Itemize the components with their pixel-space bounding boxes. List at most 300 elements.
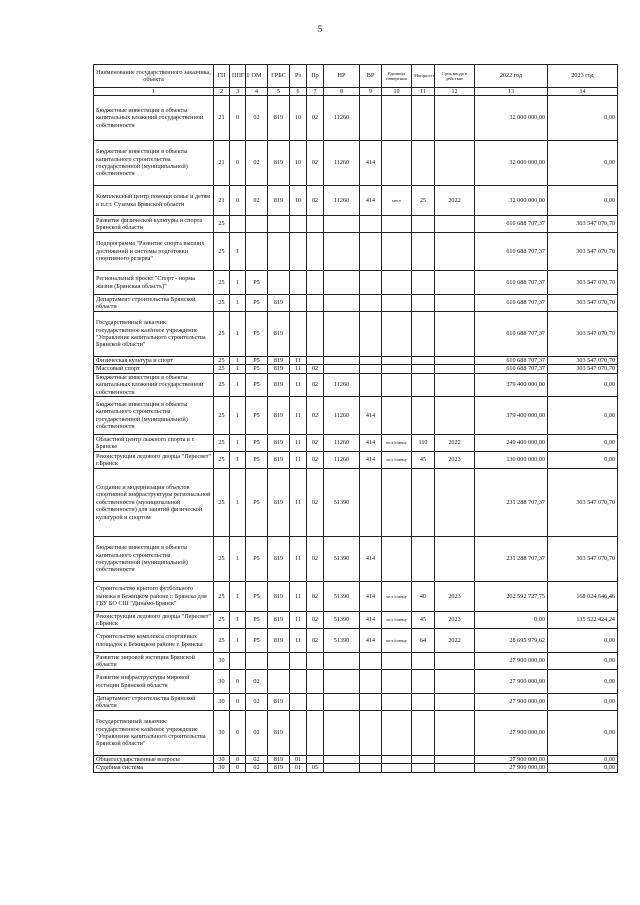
row-nr — [324, 233, 360, 271]
row-year — [435, 653, 475, 670]
row-amount-2023: 168 024 646,46 — [548, 582, 618, 612]
row-unit — [382, 694, 412, 711]
row-vr — [360, 96, 382, 141]
row-unit — [382, 653, 412, 670]
table-row — [94, 694, 618, 711]
row-ppgp: 0 — [230, 694, 246, 711]
row-ppgp: 0 — [230, 141, 246, 186]
row-pr — [307, 216, 324, 233]
row-gp: 30 — [214, 764, 230, 772]
row-pr: 02 — [307, 469, 324, 537]
row-unit — [382, 357, 412, 365]
row-name: Подпрограмма "Развитие спорта высших достижений и системы подготовки спортивного резерва" — [94, 233, 214, 271]
row-vr: 414 — [360, 452, 382, 469]
row-year — [435, 357, 475, 365]
row-nr: 11260 — [324, 452, 360, 469]
row-gp: 21 — [214, 141, 230, 186]
row-amount-2023: 135 522 424,24 — [548, 612, 618, 629]
row-vr: 414 — [360, 629, 382, 653]
row-vr — [360, 694, 382, 711]
row-om: 02 — [246, 764, 268, 772]
row-capacity — [412, 469, 435, 537]
row-gp: 25 — [214, 271, 230, 295]
row-grbs: 819 — [268, 365, 290, 373]
row-vr: 414 — [360, 397, 382, 435]
row-unit — [382, 233, 412, 271]
row-rz: 11 — [290, 357, 307, 365]
row-year — [435, 537, 475, 582]
row-amount-2022: 27 900 000,00 — [475, 653, 548, 670]
row-ppgp: 1 — [230, 435, 246, 452]
row-rz: 11 — [290, 435, 307, 452]
row-grbs: 819 — [268, 452, 290, 469]
row-year — [435, 141, 475, 186]
row-pr — [307, 312, 324, 357]
table-row — [94, 469, 618, 537]
row-rz — [290, 711, 307, 756]
row-rz — [290, 271, 307, 295]
row-pr: 02 — [307, 141, 324, 186]
row-nr — [324, 357, 360, 365]
col-header-capacity: Мощность — [412, 65, 435, 88]
row-om — [246, 233, 268, 271]
row-name: Государственный заказчик: государственное казённое учреждение "Управление капитального строительства Брянской области" — [94, 711, 214, 756]
row-ppgp: 1 — [230, 271, 246, 295]
row-amount-2023: 303 547 070,70 — [548, 537, 618, 582]
row-om: 02 — [246, 96, 268, 141]
row-amount-2022: 32 000 000,00 — [475, 186, 548, 216]
row-om: P5 — [246, 373, 268, 396]
col-number: 9 — [360, 88, 382, 96]
row-capacity — [412, 357, 435, 365]
row-vr — [360, 756, 382, 764]
row-unit — [382, 469, 412, 537]
row-ppgp: 1 — [230, 397, 246, 435]
row-gp: 21 — [214, 96, 230, 141]
table-row — [94, 365, 618, 373]
row-nr — [324, 694, 360, 711]
row-grbs: 819 — [268, 96, 290, 141]
row-grbs — [268, 670, 290, 694]
col-number: 8 — [324, 88, 360, 96]
row-om: P5 — [246, 582, 268, 612]
row-rz: 01 — [290, 764, 307, 772]
row-amount-2022: 32 000 000,00 — [475, 96, 548, 141]
row-name: Развитие мировой юстиции Брянской области — [94, 653, 214, 670]
row-ppgp: 0 — [230, 96, 246, 141]
row-capacity: 40 — [412, 582, 435, 612]
row-unit — [382, 365, 412, 373]
row-amount-2023: 0,00 — [548, 711, 618, 756]
row-ppgp: 1 — [230, 537, 246, 582]
row-name: Комплексный центр помощи семье и детям в п.г.т. Суземка Брянской области — [94, 186, 214, 216]
row-om: P5 — [246, 295, 268, 312]
row-pr — [307, 694, 324, 711]
table-row — [94, 764, 618, 772]
row-unit: чел./смену — [382, 629, 412, 653]
row-unit: мест — [382, 186, 412, 216]
col-header-commission-year: Срок ввода в действие — [435, 65, 475, 88]
row-ppgp: 0 — [230, 670, 246, 694]
row-name: Общегосударственные вопросы — [94, 756, 214, 764]
row-name: Развитие инфраструктуры мировой юстиции Брянской области — [94, 670, 214, 694]
table-row — [94, 582, 618, 612]
row-amount-2023: 0,00 — [548, 141, 618, 186]
row-rz: 10 — [290, 141, 307, 186]
col-number: 1 — [94, 88, 214, 96]
col-number: 3 — [230, 88, 246, 96]
row-pr: 02 — [307, 629, 324, 653]
table-row — [94, 141, 618, 186]
row-year — [435, 271, 475, 295]
table-row — [94, 670, 618, 694]
row-vr: 414 — [360, 435, 382, 452]
row-capacity — [412, 233, 435, 271]
row-grbs: 819 — [268, 711, 290, 756]
row-amount-2023: 0,00 — [548, 397, 618, 435]
row-ppgp: 1 — [230, 612, 246, 629]
row-rz: 11 — [290, 452, 307, 469]
row-pr: 02 — [307, 452, 324, 469]
row-name: Бюджетные инвестиции в объекты капитальных вложений государственной собственности — [94, 96, 214, 141]
col-number: 7 — [307, 88, 324, 96]
row-year: 2022 — [435, 629, 475, 653]
row-pr: 02 — [307, 435, 324, 452]
row-year — [435, 295, 475, 312]
row-vr — [360, 233, 382, 271]
row-capacity: 110 — [412, 435, 435, 452]
row-nr: 11260 — [324, 141, 360, 186]
row-om — [246, 653, 268, 670]
row-unit: чел./смену — [382, 582, 412, 612]
row-unit — [382, 756, 412, 764]
row-amount-2022: 231 288 707,37 — [475, 537, 548, 582]
row-rz: 11 — [290, 629, 307, 653]
row-amount-2023: 303 547 070,70 — [548, 271, 618, 295]
row-gp: 30 — [214, 653, 230, 670]
row-grbs: 819 — [268, 764, 290, 772]
row-gp: 30 — [214, 711, 230, 756]
row-capacity — [412, 96, 435, 141]
table-row — [94, 756, 618, 764]
row-capacity — [412, 711, 435, 756]
row-vr — [360, 764, 382, 772]
row-unit — [382, 141, 412, 186]
row-nr — [324, 312, 360, 357]
row-capacity — [412, 756, 435, 764]
row-year — [435, 764, 475, 772]
row-nr: 51390 — [324, 537, 360, 582]
row-om: 02 — [246, 756, 268, 764]
row-pr: 02 — [307, 537, 324, 582]
row-pr: 02 — [307, 612, 324, 629]
row-om: 02 — [246, 694, 268, 711]
col-header-2023: 2023 год — [548, 65, 618, 88]
row-vr — [360, 295, 382, 312]
row-rz: 10 — [290, 96, 307, 141]
row-pr — [307, 357, 324, 365]
row-amount-2023: 0,00 — [548, 653, 618, 670]
row-capacity: 45 — [412, 612, 435, 629]
col-header-grbs: ГРБС — [268, 65, 290, 88]
row-amount-2022: 28 695 979,62 — [475, 629, 548, 653]
col-header-rz: Рз — [290, 65, 307, 88]
row-nr — [324, 711, 360, 756]
row-amount-2023: 0,00 — [548, 756, 618, 764]
row-gp: 25 — [214, 537, 230, 582]
page-number: 5 — [317, 24, 323, 34]
row-capacity — [412, 365, 435, 373]
row-amount-2022: 379 400 000,00 — [475, 397, 548, 435]
row-grbs: 819 — [268, 357, 290, 365]
row-grbs: 819 — [268, 312, 290, 357]
row-ppgp: 0 — [230, 764, 246, 772]
row-amount-2022: 610 688 707,37 — [475, 295, 548, 312]
table-row — [94, 452, 618, 469]
row-gp: 25 — [214, 469, 230, 537]
row-name: Создание и модернизация объектов спортивной инфраструктуры региональной собственности (муниципальной собственности) для занятий физической культурой и спортом — [94, 469, 214, 537]
row-vr — [360, 357, 382, 365]
row-unit: чел./смену — [382, 435, 412, 452]
row-name: Региональный проект "Спорт - норма жизни (Брянская область)" — [94, 271, 214, 295]
row-om: P5 — [246, 357, 268, 365]
row-year: 2022 — [435, 186, 475, 216]
row-nr: 11260 — [324, 397, 360, 435]
row-unit — [382, 295, 412, 312]
row-vr: 414 — [360, 186, 382, 216]
row-pr: 02 — [307, 96, 324, 141]
row-grbs: 819 — [268, 694, 290, 711]
row-om: P5 — [246, 612, 268, 629]
row-nr — [324, 756, 360, 764]
col-number: 12 — [435, 88, 475, 96]
row-vr: 414 — [360, 141, 382, 186]
row-name: Государственный заказчик: государственное казённое учреждение "Управление капитального строительства Брянской области" — [94, 312, 214, 357]
row-ppgp: 0 — [230, 186, 246, 216]
row-capacity — [412, 694, 435, 711]
table-row — [94, 435, 618, 452]
row-pr: 05 — [307, 764, 324, 772]
col-header-name: Наименование государственного заказчика, объекта — [94, 65, 214, 88]
row-amount-2022: 27 900 000,00 — [475, 764, 548, 772]
row-nr — [324, 653, 360, 670]
row-ppgp: 1 — [230, 452, 246, 469]
row-grbs: 819 — [268, 373, 290, 396]
row-amount-2023: 0,00 — [548, 452, 618, 469]
row-pr: 02 — [307, 186, 324, 216]
row-grbs — [268, 233, 290, 271]
row-pr: 02 — [307, 373, 324, 396]
row-amount-2023: 0,00 — [548, 629, 618, 653]
row-name: Судебная система — [94, 764, 214, 772]
row-name: Бюджетные инвестиции в объекты капитальных вложений государственной собственности — [94, 373, 214, 396]
col-number: 2 — [214, 88, 230, 96]
row-gp: 25 — [214, 397, 230, 435]
row-ppgp: 1 — [230, 469, 246, 537]
row-amount-2022: 202 592 727,75 — [475, 582, 548, 612]
row-amount-2022: 610 688 707,37 — [475, 271, 548, 295]
row-unit — [382, 216, 412, 233]
row-gp: 21 — [214, 186, 230, 216]
row-om: P5 — [246, 629, 268, 653]
row-rz — [290, 216, 307, 233]
row-year — [435, 96, 475, 141]
row-grbs: 819 — [268, 397, 290, 435]
row-om: 02 — [246, 670, 268, 694]
row-gp: 25 — [214, 629, 230, 653]
row-vr — [360, 271, 382, 295]
row-unit — [382, 670, 412, 694]
row-grbs: 819 — [268, 186, 290, 216]
row-vr — [360, 373, 382, 396]
row-om: 02 — [246, 141, 268, 186]
row-vr — [360, 469, 382, 537]
row-gp: 25 — [214, 612, 230, 629]
row-year — [435, 469, 475, 537]
row-gp: 25 — [214, 233, 230, 271]
row-amount-2023: 303 547 070,70 — [548, 295, 618, 312]
row-vr — [360, 365, 382, 373]
row-nr: 11260 — [324, 435, 360, 452]
col-number: 14 — [548, 88, 618, 96]
row-rz: 11 — [290, 373, 307, 396]
table-row — [94, 295, 618, 312]
row-rz: 10 — [290, 186, 307, 216]
row-name: Реконструкция ледового дворца "Пересвет" г.Брянск — [94, 612, 214, 629]
row-pr — [307, 670, 324, 694]
row-amount-2022: 27 900 000,00 — [475, 694, 548, 711]
row-gp: 25 — [214, 435, 230, 452]
row-amount-2023: 0,00 — [548, 670, 618, 694]
row-unit: чел./смену — [382, 612, 412, 629]
row-rz: 11 — [290, 537, 307, 582]
row-year — [435, 373, 475, 396]
row-om: P5 — [246, 435, 268, 452]
row-amount-2022: 249 400 000,00 — [475, 435, 548, 452]
row-grbs: 819 — [268, 295, 290, 312]
row-gp: 25 — [214, 295, 230, 312]
row-grbs: 819 — [268, 756, 290, 764]
table-row — [94, 653, 618, 670]
row-capacity: 45 — [412, 452, 435, 469]
row-pr: 02 — [307, 397, 324, 435]
row-nr: 51390 — [324, 469, 360, 537]
row-grbs: 819 — [268, 141, 290, 186]
row-amount-2022: 130 000 000,00 — [475, 452, 548, 469]
row-gp: 25 — [214, 373, 230, 396]
row-unit — [382, 537, 412, 582]
row-capacity — [412, 373, 435, 396]
row-amount-2023: 303 547 070,70 — [548, 233, 618, 271]
row-ppgp: 1 — [230, 312, 246, 357]
table-row — [94, 373, 618, 396]
row-rz: 11 — [290, 365, 307, 373]
row-vr — [360, 216, 382, 233]
row-amount-2022: 610 688 707,37 — [475, 365, 548, 373]
row-nr: 11260 — [324, 186, 360, 216]
row-name: Областной центр лыжного спорта в г. Брянске — [94, 435, 214, 452]
row-nr — [324, 271, 360, 295]
row-year: 2023 — [435, 612, 475, 629]
row-capacity — [412, 216, 435, 233]
table-row — [94, 312, 618, 357]
row-name: Департамент строительства Брянской области — [94, 295, 214, 312]
row-rz: 11 — [290, 469, 307, 537]
table-row — [94, 96, 618, 141]
row-rz — [290, 295, 307, 312]
col-number: 13 — [475, 88, 548, 96]
row-unit — [382, 373, 412, 396]
row-capacity — [412, 397, 435, 435]
row-ppgp: 0 — [230, 711, 246, 756]
row-amount-2023: 303 547 070,70 — [548, 216, 618, 233]
row-gp: 25 — [214, 582, 230, 612]
row-amount-2023: 303 547 070,70 — [548, 312, 618, 357]
col-header-gp: ГП — [214, 65, 230, 88]
row-ppgp: 1 — [230, 365, 246, 373]
row-ppgp: 1 — [230, 629, 246, 653]
row-name: Физическая культура и спорт — [94, 357, 214, 365]
row-pr — [307, 756, 324, 764]
row-name: Бюджетные инвестиции в объекты капитального строительства государственной (муниципальной) собственности — [94, 397, 214, 435]
row-amount-2022: 27 900 000,00 — [475, 670, 548, 694]
table-row — [94, 186, 618, 216]
row-capacity: 64 — [412, 629, 435, 653]
row-pr — [307, 653, 324, 670]
row-amount-2022: 379 400 000,00 — [475, 373, 548, 396]
row-capacity — [412, 670, 435, 694]
row-pr — [307, 295, 324, 312]
row-year — [435, 694, 475, 711]
row-amount-2023: 303 547 070,70 — [548, 357, 618, 365]
row-ppgp: 1 — [230, 295, 246, 312]
row-amount-2022: 32 000 000,00 — [475, 141, 548, 186]
row-ppgp: 1 — [230, 373, 246, 396]
row-gp: 25 — [214, 452, 230, 469]
row-amount-2022: 231 288 707,37 — [475, 469, 548, 537]
row-year — [435, 756, 475, 764]
row-om — [246, 216, 268, 233]
row-om: P5 — [246, 452, 268, 469]
row-grbs: 819 — [268, 629, 290, 653]
col-header-ppgp: ППГП — [230, 65, 246, 88]
row-year: 2023 — [435, 582, 475, 612]
row-rz — [290, 233, 307, 271]
row-grbs: 819 — [268, 582, 290, 612]
row-name: Развитие физической культуры и спорта Брянской области — [94, 216, 214, 233]
table-row — [94, 612, 618, 629]
row-grbs — [268, 271, 290, 295]
col-number: 11 — [412, 88, 435, 96]
row-rz — [290, 694, 307, 711]
row-vr — [360, 711, 382, 756]
row-capacity — [412, 764, 435, 772]
row-ppgp: 0 — [230, 756, 246, 764]
row-gp: 25 — [214, 365, 230, 373]
row-om: 02 — [246, 711, 268, 756]
row-nr — [324, 295, 360, 312]
row-unit — [382, 711, 412, 756]
row-om: P5 — [246, 365, 268, 373]
row-amount-2023: 0,00 — [548, 435, 618, 452]
table-row — [94, 629, 618, 653]
row-year — [435, 397, 475, 435]
row-amount-2022: 610 688 707,37 — [475, 357, 548, 365]
column-number-row — [94, 88, 618, 96]
row-pr — [307, 271, 324, 295]
row-ppgp: 1 — [230, 582, 246, 612]
row-nr: 51390 — [324, 582, 360, 612]
